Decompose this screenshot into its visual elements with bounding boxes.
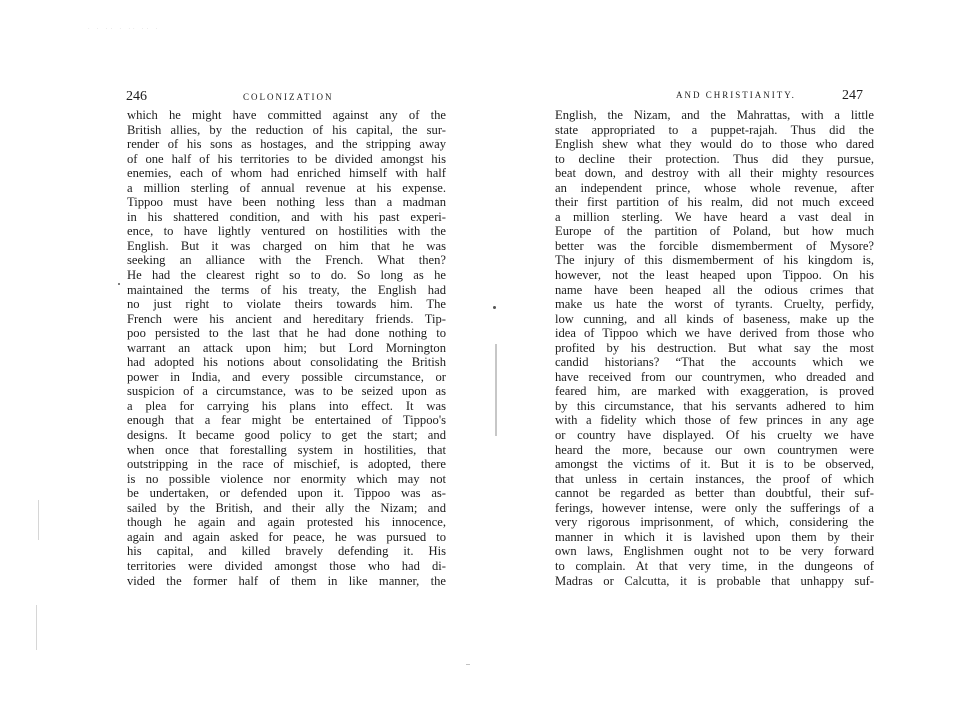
text-line: manner in which it is lavished upon them by their — [555, 529, 874, 544]
text-line: suspicion of a circumstance, was to be seized upon as — [127, 384, 446, 399]
text-line: The injury of this dismemberment of his kingdom is, — [555, 253, 874, 268]
text-line: have received from our countrymen, who dreaded and — [555, 369, 874, 384]
text-line: with a fidelity which those of few princes in any age — [555, 413, 874, 428]
scan-dash — [466, 664, 470, 665]
text-line: power in India, and every possible circumstance, or — [127, 369, 446, 384]
text-line: amongst the victims of it. But it is to be observed, — [555, 457, 874, 472]
text-line: profited by his destruction. But what say the most — [555, 340, 874, 355]
text-line: seeking an alliance with the French. What then? — [127, 253, 446, 268]
text-line: vided the former half of them in like manner, the — [127, 573, 446, 588]
text-line: a million sterling of annual revenue at his expense. — [127, 180, 446, 195]
right-page-number: 247 — [842, 88, 863, 103]
text-line: Tippoo must have been nothing less than a madman — [127, 195, 446, 210]
text-line: English, the Nizam, and the Mahrattas, with a little — [555, 108, 874, 122]
left-running-head: COLONIZATION — [243, 92, 334, 102]
text-line: French were his ancient and hereditary friends. Tip- — [127, 311, 446, 326]
text-line: which he might have committed against any of the — [127, 108, 446, 122]
text-line: to complain. At that very time, in the dungeons of — [555, 558, 874, 573]
text-line: beat down, and destroy with all their mighty resources — [555, 166, 874, 181]
scan-speck — [493, 306, 496, 309]
text-line: make us hate the worst of tyrants. Cruelty, perfidy, — [555, 297, 874, 312]
text-line: idea of Tippoo which we have derived from those who — [555, 326, 874, 341]
text-line: his capital, and killed bravely defending it. His — [127, 544, 446, 559]
text-line: that unless in certain instances, the proof of which — [555, 471, 874, 486]
text-line: outstripping in the race of mischief, is adopted, there — [127, 457, 446, 472]
text-line: Europe of the partition of Poland, but how much — [555, 224, 874, 239]
text-line: ence, to have lightly ventured on hostilities with the — [127, 224, 446, 239]
text-line: sailed by the British, and their ally the Nizam; and — [127, 500, 446, 515]
text-line: feared him, are marked with exaggeration, is proved — [555, 384, 874, 399]
text-line: very rigorous imprisonment, of which, considering the — [555, 515, 874, 530]
text-line: to decline their protection. Thus did they pursue, — [555, 151, 874, 166]
right-page-text — [555, 108, 874, 588]
text-line: territories were divided amongst those who had di- — [127, 558, 446, 573]
text-line: by this circumstance, that his servants adhered to him — [555, 398, 874, 413]
text-line: English. But it was charged on him that he was — [127, 238, 446, 253]
text-line: a million sterling. We have heard a vast deal in — [555, 209, 874, 224]
text-line: better was the forcible dismemberment of Mysore? — [555, 238, 874, 253]
text-line: English shew what they would do to those who dared — [555, 137, 874, 152]
text-line: in his shattered condition, and with his past experi- — [127, 209, 446, 224]
text-line: British allies, by the reduction of his capital, the sur- — [127, 122, 446, 137]
text-line: low cunning, and all kinds of baseness, make up the — [555, 311, 874, 326]
text-line: enemies, each of whom had enriched himself with half — [127, 166, 446, 181]
text-line: designs. It became good policy to get the start; and — [127, 428, 446, 443]
gutter-shadow — [495, 344, 497, 436]
text-line: of one half of his territories to be divided amongst his — [127, 151, 446, 166]
text-line: when once that forestalling system in hostilities, that — [127, 442, 446, 457]
text-line: own laws, Englishmen ought not to be very forward — [555, 544, 874, 559]
text-line: their first partition of his realm, did not much exceed — [555, 195, 874, 210]
edge-mark — [36, 605, 37, 650]
text-line: had adopted his notions about consolidating the British — [127, 355, 446, 370]
text-line: heard the more, because our own countrymen were — [555, 442, 874, 457]
text-line: a plea for carrying his plans into effect. It was — [127, 398, 446, 413]
text-line: again and again asked for peace, he was pursued to — [127, 529, 446, 544]
text-line: maintained the terms of his treaty, the English had — [127, 282, 446, 297]
right-running-head: AND CHRISTIANITY. — [676, 90, 796, 100]
text-line: He had the clearest right so to do. So long as he — [127, 268, 446, 283]
edge-mark — [38, 500, 39, 540]
faint-top-marks: · · ·· · ·· ·· · — [88, 27, 161, 32]
text-line: cannot be regarded as better than doubtful, their suf- — [555, 486, 874, 501]
text-line: poo persisted to the last that he had done nothing to — [127, 326, 446, 341]
left-page-number: 246 — [126, 89, 147, 104]
text-line: enough that a fear might be entertained of Tippoo's — [127, 413, 446, 428]
text-line: Madras or Calcutta, it is probable that unhappy suf- — [555, 573, 874, 588]
text-line: is no possible violence nor enormity which may not — [127, 471, 446, 486]
text-line: candid historians? “That the accounts which we — [555, 355, 874, 370]
text-line: warrant an attack upon him; but Lord Mornington — [127, 340, 446, 355]
text-line: however, not the least heaped upon Tippoo. On his — [555, 268, 874, 283]
text-line: render of his sons as hostages, and the stripping away — [127, 137, 446, 152]
text-line: name have been heaped all the odious crimes that — [555, 282, 874, 297]
text-line: no just right to violate theirs towards him. The — [127, 297, 446, 312]
text-line: an independent prince, whose whole revenue, after — [555, 180, 874, 195]
text-line: be undertaken, or defended upon it. Tippoo was as- — [127, 486, 446, 501]
left-page-text — [127, 108, 446, 588]
text-line: ferings, however intense, were only the sufferings of a — [555, 500, 874, 515]
scan-speck — [118, 283, 120, 285]
text-line: though he again and again protested his innocence, — [127, 515, 446, 530]
text-line: or country have displayed. Of his cruelty we have — [555, 428, 874, 443]
text-line: state appropriated to a puppet-rajah. Thus did the — [555, 122, 874, 137]
